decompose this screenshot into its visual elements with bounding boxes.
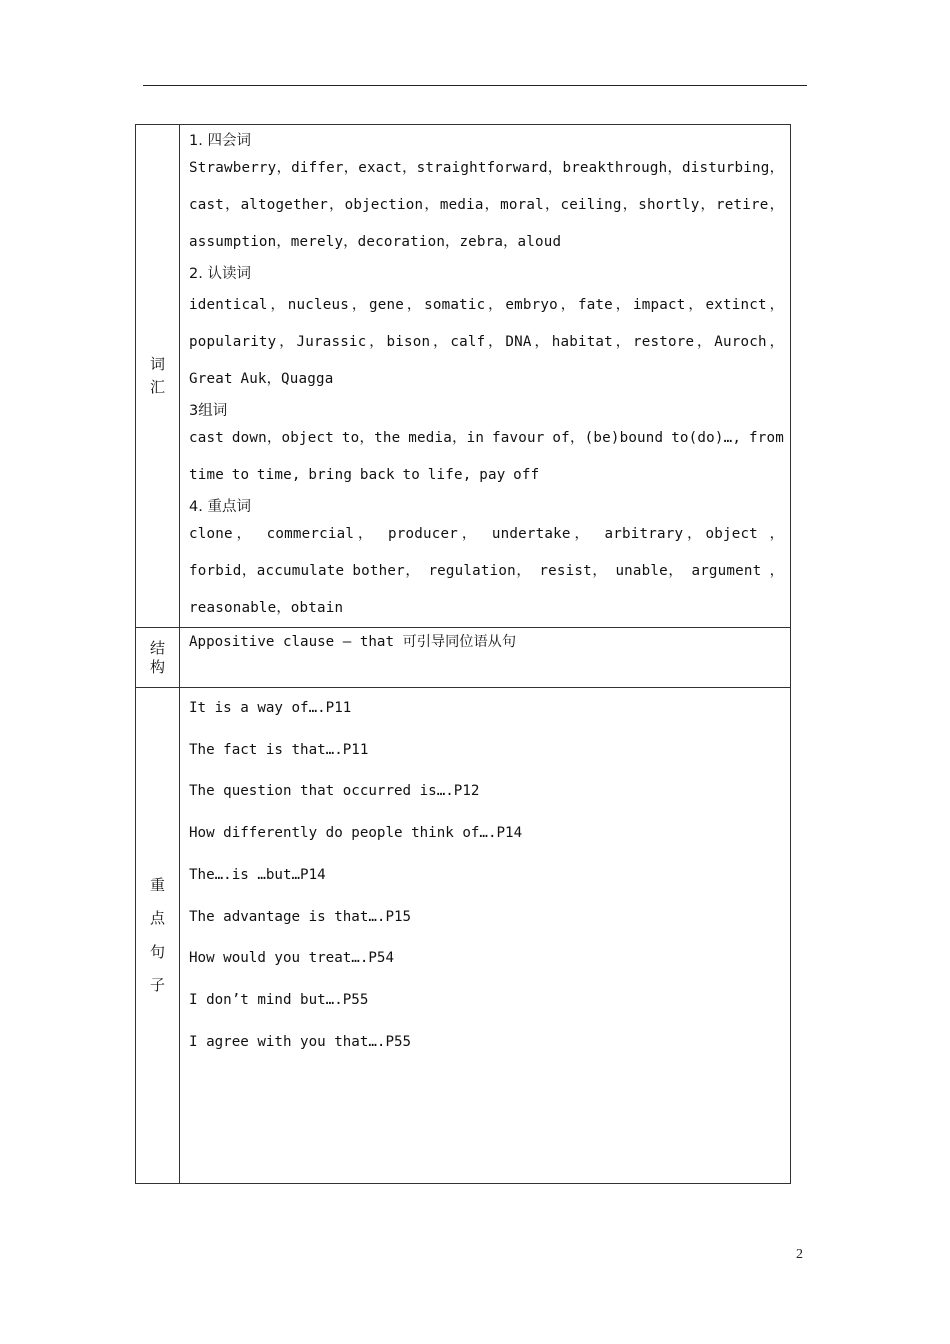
recognize-words: identical，nucleus，gene，somatic，embryo，fate，impact，extinct，popularity，Jurassic，bison，calf，DNA，habitat，restore，Auroch，Great Auk，Quagga [189, 297, 784, 387]
sentences-label [136, 688, 180, 1184]
recognize-heading: 2. 认读词 [189, 266, 251, 282]
structure-text: Appositive clause — that 可引导同位语从句 [189, 634, 517, 650]
key-words-heading: 4. 重点词 [189, 499, 251, 515]
four-skill-heading: 1. 四会词 [189, 133, 251, 149]
vocabulary-label [136, 125, 180, 628]
vocabulary-label-char: 汇 [149, 378, 165, 396]
page-number: 2 [796, 1247, 803, 1262]
structure-row [136, 628, 791, 688]
key-sentence: I agree with you that….P55 [189, 1033, 412, 1050]
header-rule [143, 85, 807, 86]
phrases-words: cast down，object to，the media，in favour of，(be)bound to(do)…, from time to time, bring back to life, pay off [189, 430, 784, 483]
key-sentence: It is a way of….P11 [189, 700, 352, 716]
lesson-table [135, 124, 791, 1184]
vocabulary-content [180, 125, 791, 628]
phrases-heading: 3组词 [189, 403, 228, 419]
four-skill-words: Strawberry，differ，exact，straightforward，breakthrough，disturbing，cast，altogether，objection，media，moral，ceiling，shortly，retire，assumption，merely，decoration，zebra，aloud [189, 160, 784, 250]
structure-label [136, 628, 180, 688]
sentences-label-char: 子 [149, 976, 165, 994]
key-sentence: The fact is that….P11 [189, 741, 369, 758]
vocabulary-label-char: 词 [149, 355, 165, 373]
structure-label-char: 结 [149, 638, 165, 657]
key-sentence: How differently do people think of….P14 [189, 825, 523, 842]
vocabulary-row [136, 125, 791, 628]
key-sentence: The….is …but…P14 [189, 866, 326, 883]
key-sentence: The question that occurred is….P12 [189, 783, 480, 800]
sentences-label-char: 点 [149, 909, 165, 927]
sentences-row [136, 688, 791, 1184]
sentences-label-char: 句 [149, 942, 165, 961]
key-sentence: How would you treat….P54 [189, 950, 394, 967]
sentences-content [180, 688, 791, 1184]
key-sentence: The advantage is that….P15 [189, 908, 412, 925]
key-words-list: clone， commercial， producer， undertake， arbitrary，object ，forbid，accumulate bother， regulation， resist， unable， argument ，reasonable，obtain [189, 526, 784, 616]
key-sentence: I don’t mind but….P55 [189, 991, 369, 1008]
structure-content [180, 628, 791, 688]
sentences-label-char: 重 [149, 875, 165, 894]
structure-label-char: 构 [149, 657, 165, 676]
